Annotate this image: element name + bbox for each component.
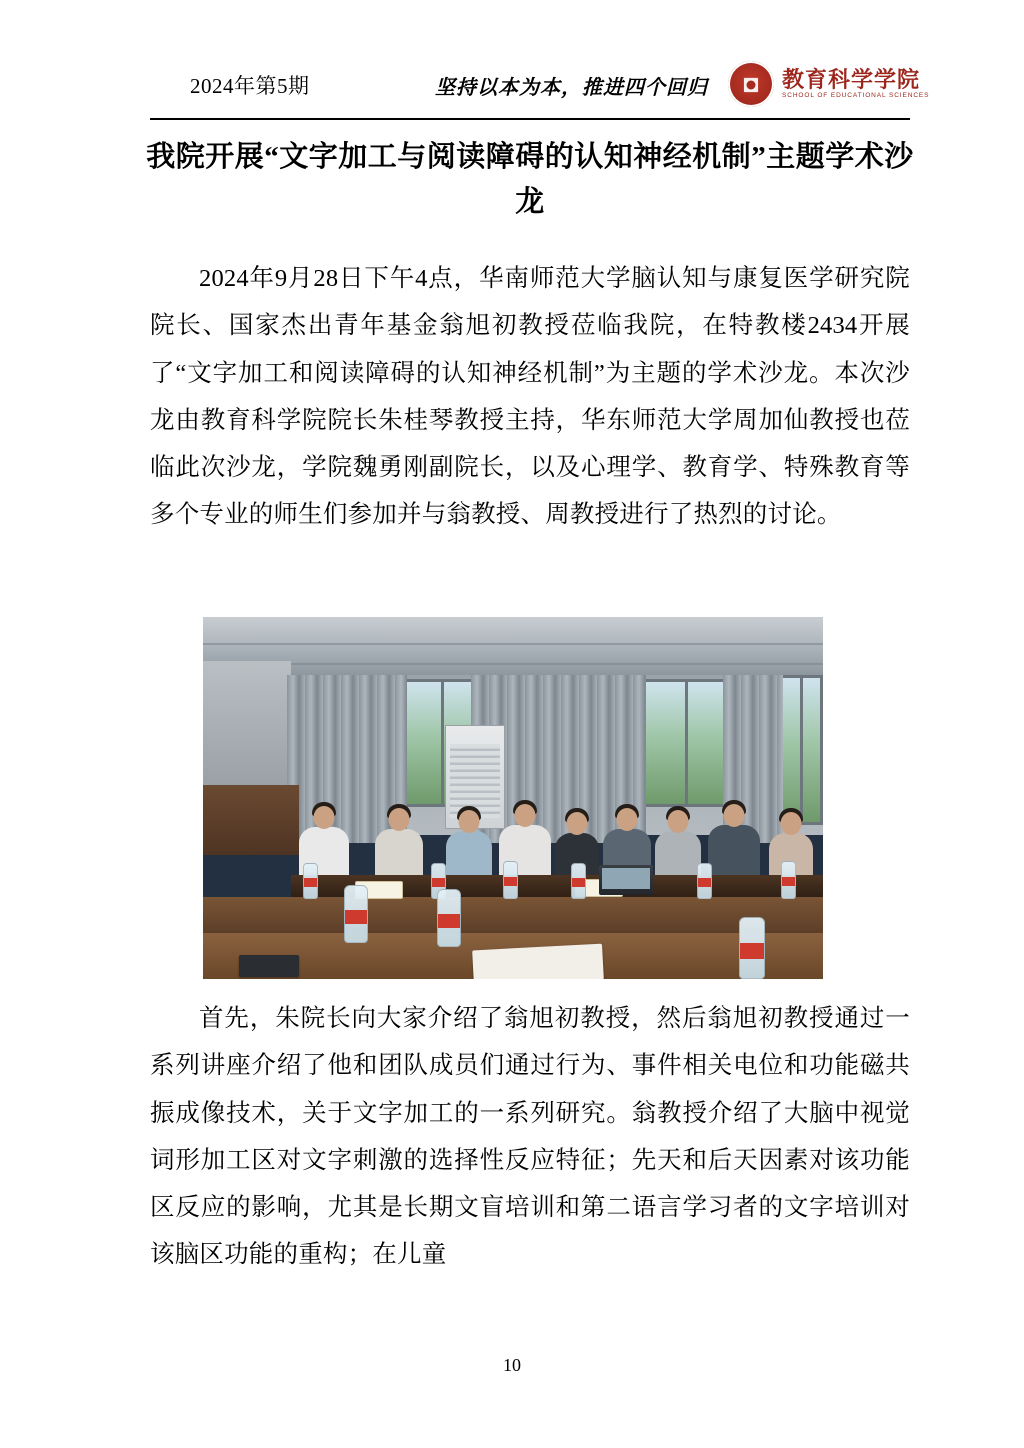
photo-water-bottle: [571, 863, 586, 899]
photo-table-top: [203, 897, 823, 933]
photo-content: [203, 617, 823, 979]
school-logo: [728, 58, 930, 110]
photo-window: [641, 679, 729, 807]
photo-ceiling-line: [203, 643, 823, 645]
logo-name-cn: 教育科学学院: [782, 67, 921, 93]
school-emblem-icon: [728, 61, 774, 107]
seminar-group-photo: [203, 617, 823, 979]
header-slogan: 坚持以本为本，推进四个回归: [435, 77, 708, 99]
photo-water-bottle: [437, 889, 461, 947]
photo-ceiling: [203, 617, 823, 675]
photo-laptop: [599, 865, 653, 895]
photo-window: [777, 675, 823, 825]
issue-label: 2024年第5期: [190, 74, 310, 98]
photo-water-bottle: [303, 863, 318, 899]
photo-water-bottle: [739, 917, 765, 979]
header-divider: [150, 118, 910, 120]
body-paragraph-2: 首先，朱院长向大家介绍了翁旭初教授，然后翁旭初教授通过一系列讲座介绍了他和团队成员们通过行为、事件相关电位和功能磁共振成像技术，关于文字加工的一系列研究。翁教授介绍了大脑中视觉词形加工区对文字刺激的选择性反应特征；先天和后天因素对该功能区反应的影响，尤其是长期文盲培训和第二语言学习者的文字培训对该脑区功能的重构；在儿童: [150, 1005, 910, 1269]
photo-water-bottle: [344, 885, 368, 943]
logo-name-en: SCHOOL OF EDUCATIONAL SCIENCES: [782, 92, 930, 100]
page-title: 我院开展“文字加工与阅读障碍的认知神经机制”主题学术沙龙: [146, 141, 914, 218]
photo-phone: [239, 955, 299, 977]
photo-water-bottle: [697, 863, 712, 899]
photo-paper: [472, 944, 604, 979]
page-number: 10: [503, 1355, 521, 1375]
logo-text: [782, 68, 929, 100]
body-paragraph-1: 2024年9月28日下午4点，华南师范大学脑认知与康复医学研究院院长、国家杰出青年基金翁旭初教授莅临我院，在特教楼2434开展了“文字加工和阅读障碍的认知神经机制”为主题的学术沙龙。本次沙龙由教育科学院院长朱桂琴教授主持，华东师范大学周加仙教授也莅临此次沙龙，学院魏勇刚副院长，以及心理学、教育学、特殊教育等多个专业的师生们参加并与翁教授、周教授进行了热烈的讨论。: [150, 265, 910, 529]
photo-ceiling-line: [203, 663, 823, 665]
photo-water-bottle: [503, 861, 518, 899]
photo-water-bottle: [781, 861, 796, 899]
page-header: [150, 62, 930, 118]
